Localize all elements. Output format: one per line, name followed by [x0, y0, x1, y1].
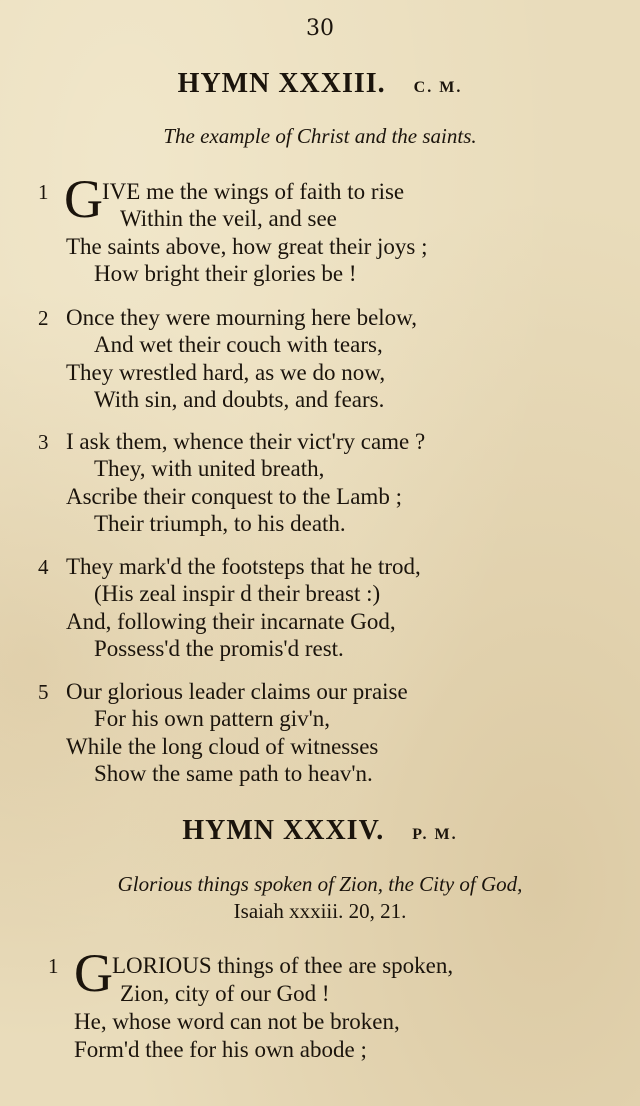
verse-line: Our glorious leader claims our praise — [66, 679, 408, 704]
verse-line: They mark'd the footsteps that he trod, — [66, 554, 421, 579]
verse-line: Once they were mourning here below, — [66, 305, 418, 330]
verse-line: Form'd thee for his own abode ; — [74, 1037, 367, 1062]
verse-line: And wet their couch with tears, — [94, 332, 383, 357]
hymn-subtitle: The example of Christ and the saints. — [163, 124, 477, 148]
verse-line: Zion, city of our God ! — [120, 981, 330, 1006]
verse-number: 1 — [38, 180, 49, 204]
hymn-meter: P. M. — [412, 826, 458, 843]
verse-line: And, following their incarnate God, — [66, 609, 396, 634]
verse-line: Show the same path to heav'n. — [94, 761, 373, 786]
verse-line: For his own pattern giv'n, — [94, 706, 331, 731]
verse-number: 2 — [38, 306, 49, 330]
verse-number: 5 — [38, 680, 49, 704]
verse-line: (His zeal inspir d their breast :) — [94, 581, 381, 606]
page-number: 30 — [306, 16, 334, 41]
verse-line: Ascribe their conquest to the Lamb ; — [66, 484, 402, 509]
verse-line: Their triumph, to his death. — [94, 511, 346, 536]
hymn-title — [0, 68, 640, 100]
hymn-title — [0, 815, 640, 847]
drop-cap: G — [64, 169, 103, 229]
verse-line: I ask them, whence their vict'ry came ? — [66, 429, 426, 454]
verse-line: LORIOUS things of thee are spoken, — [112, 953, 454, 978]
drop-cap: G — [74, 943, 113, 1003]
verse-number: 4 — [38, 555, 49, 579]
hymn-meter: C. M. — [413, 79, 463, 96]
verse-line: The saints above, how great their joys ; — [66, 234, 428, 259]
verse-line: Possess'd the promis'd rest. — [94, 636, 344, 661]
verse-line: He, whose word can not be broken, — [74, 1009, 400, 1034]
verse-line: How bright their glories be ! — [94, 261, 357, 286]
verse-line: Within the veil, and see — [120, 206, 337, 231]
verse-number: 3 — [38, 430, 49, 454]
verse-number: 1 — [48, 954, 59, 978]
verse-line: They wrestled hard, as we do now, — [66, 360, 386, 385]
hymn-subtitle: Glorious things spoken of Zion, the City of God, — [117, 872, 523, 896]
verse-line: IVE me the wings of faith to rise — [102, 179, 405, 204]
verse-line: While the long cloud of witnesses — [66, 734, 379, 759]
verse-line: With sin, and doubts, and fears. — [94, 387, 385, 412]
verse-line: They, with united breath, — [94, 456, 325, 481]
hymn-title-text: HYMN XXXIV. — [182, 815, 385, 846]
hymn-title-text: HYMN XXXIII. — [177, 68, 386, 99]
scripture-reference: Isaiah xxxiii. 20, 21. — [233, 899, 407, 923]
